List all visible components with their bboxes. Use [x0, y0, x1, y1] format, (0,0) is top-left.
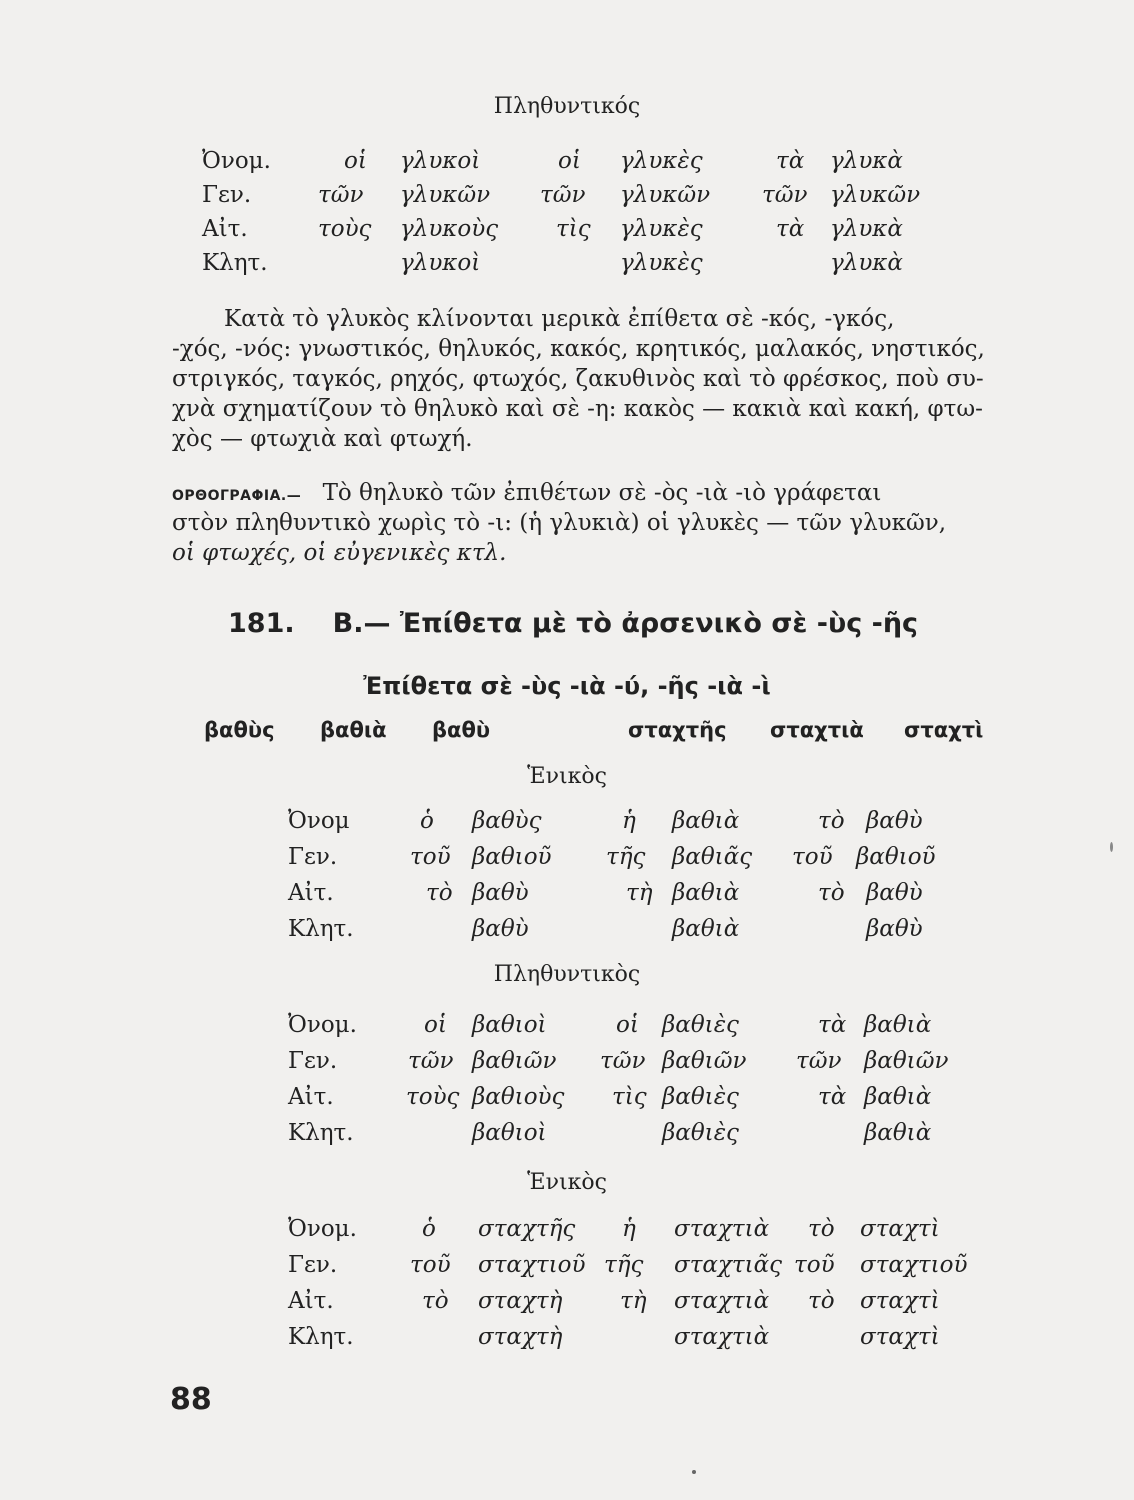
heading-plural: Πληθυντικός: [493, 94, 641, 119]
adjective-form: γλυκὰ: [830, 216, 903, 242]
paragraph-line: Κατὰ τὸ γλυκὸς κλίνονται μερικὰ ἐπίθετα σὲ -κός, -γκός,: [224, 306, 895, 332]
adjective-form: βαθιοὶ: [472, 1120, 547, 1146]
adjective-form: βαθιὰ: [672, 880, 740, 906]
paragraph-line: χὸς — φτωχιὰ καὶ φτωχή.: [172, 426, 473, 452]
article: τὶς: [612, 1084, 647, 1110]
adjective-form: βαθὺ: [866, 880, 923, 906]
case-label: Γεν.: [288, 1252, 338, 1278]
article: τὰ: [776, 216, 805, 242]
orthography-text: στὸν πληθυντικὸ χωρὶς τὸ -ι: (ἡ γλυκιὰ) οἱ γλυκὲς — τῶν γλυκῶν,: [172, 510, 947, 536]
section-title: Β.— Ἐπίθετα μὲ τὸ ἀρσενικὸ σὲ -ὺς -ῆς: [332, 608, 919, 639]
article: τὰ: [818, 1084, 847, 1110]
adjective-form: βαθιὰ: [864, 1120, 932, 1146]
article: οἱ: [616, 1012, 639, 1038]
adjective-form: γλυκὰ: [830, 250, 903, 276]
adjective-form: βαθιὰ: [864, 1012, 932, 1038]
adjective-form: γλυκοὶ: [400, 250, 481, 276]
adjective-form: βαθὺ: [432, 718, 491, 742]
article: ὁ: [420, 808, 434, 834]
article: οἱ: [558, 148, 581, 174]
adjective-form: βαθὺ: [866, 808, 923, 834]
ink-speck: [1110, 842, 1113, 852]
case-label: Κλητ.: [288, 916, 354, 942]
adjective-form: βαθὺ: [866, 916, 923, 942]
article: τοῦ: [410, 844, 451, 870]
adjective-form: σταχτιοῦ: [478, 1252, 586, 1278]
adjective-form: σταχτιοῦ: [860, 1252, 968, 1278]
article: τὸ: [426, 880, 453, 906]
article: οἱ: [424, 1012, 447, 1038]
adjective-form: γλυκῶν: [620, 182, 711, 208]
adjective-form: γλυκοὶ: [400, 148, 481, 174]
subheading: Ἐπίθετα σὲ -ὺς -ιὰ -ύ, -ῆς -ιὰ -ὶ: [363, 672, 771, 700]
article: τὸ: [818, 880, 845, 906]
case-label: Κλητ.: [288, 1120, 354, 1146]
paragraph-line: χνὰ σχηματίζουν τὸ θηλυκὸ καὶ σὲ -η: κακὸς — κακιὰ καὶ κακή, φτω-: [172, 396, 983, 422]
adjective-form: σταχτιὰ: [770, 718, 864, 742]
adjective-form: βαθιῶν: [864, 1048, 949, 1074]
article: τὸ: [818, 808, 845, 834]
adjective-form: γλυκὲς: [620, 148, 703, 174]
case-label: Κλητ.: [202, 250, 268, 276]
article: τὰ: [776, 148, 805, 174]
case-label: Γεν.: [288, 844, 338, 870]
adjective-form: σταχτὶ: [904, 718, 984, 742]
orthography-label: ΟΡΘΟΓΡΑΦΙΑ.—: [172, 488, 302, 504]
adjective-form: βαθὺς: [204, 718, 275, 742]
section-number: 181.: [228, 608, 295, 639]
adjective-form: σταχτὴ: [478, 1288, 563, 1314]
adjective-form: βαθιὰ: [864, 1084, 932, 1110]
heading-plural: Πληθυντικὸς: [493, 962, 641, 987]
orthography-note: [172, 478, 1022, 568]
explanation-paragraph: [172, 304, 1022, 454]
adjective-form: γλυκὰ: [830, 148, 903, 174]
case-label: Κλητ.: [288, 1324, 354, 1350]
adjective-form: βαθιὲς: [662, 1120, 739, 1146]
article: τοὺς: [318, 216, 372, 242]
adjective-form: βαθιὲς: [662, 1084, 739, 1110]
article: ὁ: [422, 1216, 436, 1242]
case-label: Αἰτ.: [288, 1084, 334, 1110]
adjective-form: γλυκοὺς: [400, 216, 499, 242]
article: τὴ: [620, 1288, 647, 1314]
article: τῶν: [600, 1048, 646, 1074]
adjective-form: γλυκῶν: [400, 182, 491, 208]
adjective-form: βαθιοὶ: [472, 1012, 547, 1038]
article: τοὺς: [406, 1084, 460, 1110]
adjective-form: γλυκὲς: [620, 216, 703, 242]
article: τοῦ: [410, 1252, 451, 1278]
adjective-form: σταχτὴ: [478, 1324, 563, 1350]
case-label: Γεν.: [202, 182, 252, 208]
article: οἱ: [344, 148, 367, 174]
article: τοῦ: [792, 844, 833, 870]
adjective-form: σταχτιὰ: [674, 1324, 770, 1350]
case-label: Αἰτ.: [202, 216, 248, 242]
article: τὸ: [422, 1288, 449, 1314]
adjective-form: βαθιὲς: [662, 1012, 739, 1038]
article: τὴ: [626, 880, 653, 906]
adjective-form: βαθὺ: [472, 916, 529, 942]
article: ἡ: [622, 1216, 636, 1242]
adjective-form: βαθιῶν: [472, 1048, 557, 1074]
adjective-form: γλυκῶν: [830, 182, 921, 208]
article: τὶς: [556, 216, 591, 242]
adjective-form: βαθιᾶς: [672, 844, 753, 870]
article: τῶν: [540, 182, 586, 208]
heading-singular: Ἑνικὸς: [527, 764, 607, 789]
adjective-form: βαθὺ: [472, 880, 529, 906]
article: τῆς: [606, 844, 646, 870]
section-heading: [228, 608, 918, 639]
adjective-form: σταχτὶ: [860, 1324, 940, 1350]
adjective-form: σταχτιᾶς: [674, 1252, 783, 1278]
adjective-form: βαθιὰ: [672, 808, 740, 834]
page-number: 88: [170, 1382, 212, 1417]
adjective-form: σταχτῆς: [478, 1216, 576, 1242]
case-label: Αἰτ.: [288, 880, 334, 906]
article: τὰ: [818, 1012, 847, 1038]
adjective-form: βαθὺς: [472, 808, 542, 834]
article: τῶν: [762, 182, 808, 208]
adjective-form: σταχτῆς: [628, 718, 727, 742]
adjective-form: βαθιῶν: [662, 1048, 747, 1074]
adjective-form: βαθιὰ: [320, 718, 387, 742]
article: τὸ: [808, 1216, 835, 1242]
adjective-form: σταχτὶ: [860, 1288, 940, 1314]
article: τοῦ: [794, 1252, 835, 1278]
orthography-text: Τὸ θηλυκὸ τῶν ἐπιθέτων σὲ -ὸς -ιὰ -ιὸ γράφεται: [322, 480, 882, 506]
orthography-text: οἱ φτωχές, οἱ εὐγενικὲς κτλ.: [172, 540, 507, 566]
case-label: Ὀνομ.: [202, 148, 271, 174]
case-label: Αἰτ.: [288, 1288, 334, 1314]
heading-singular: Ἑνικὸς: [527, 1170, 607, 1195]
adjective-form: σταχτιὰ: [674, 1216, 770, 1242]
paragraph-line: στριγκός, ταγκός, ρηχός, φτωχός, ζακυθινὸς καὶ τὸ φρέσκος, ποὺ συ-: [172, 366, 984, 392]
case-label: Ὀνομ.: [288, 1012, 357, 1038]
adjective-form: σταχτὶ: [860, 1216, 940, 1242]
adjective-form: βαθιοῦ: [472, 844, 552, 870]
adjective-form: βαθιὰ: [672, 916, 740, 942]
adjective-form: σταχτιὰ: [674, 1288, 770, 1314]
adjective-form: βαθιοὺς: [472, 1084, 565, 1110]
ink-speck: [692, 1470, 696, 1474]
article: ἡ: [622, 808, 636, 834]
adjective-form: βαθιοῦ: [856, 844, 936, 870]
article: τῶν: [408, 1048, 454, 1074]
article: τὸ: [808, 1288, 835, 1314]
case-label: Ὀνομ: [288, 808, 350, 834]
article: τῶν: [796, 1048, 842, 1074]
article: τῶν: [318, 182, 364, 208]
case-label: Ὀνομ.: [288, 1216, 357, 1242]
paragraph-line: -χός, -νός: γνωστικός, θηλυκός, κακός, κρητικός, μαλακός, νηστικός,: [172, 336, 985, 362]
case-label: Γεν.: [288, 1048, 338, 1074]
adjective-form: γλυκὲς: [620, 250, 703, 276]
article: τῆς: [604, 1252, 644, 1278]
